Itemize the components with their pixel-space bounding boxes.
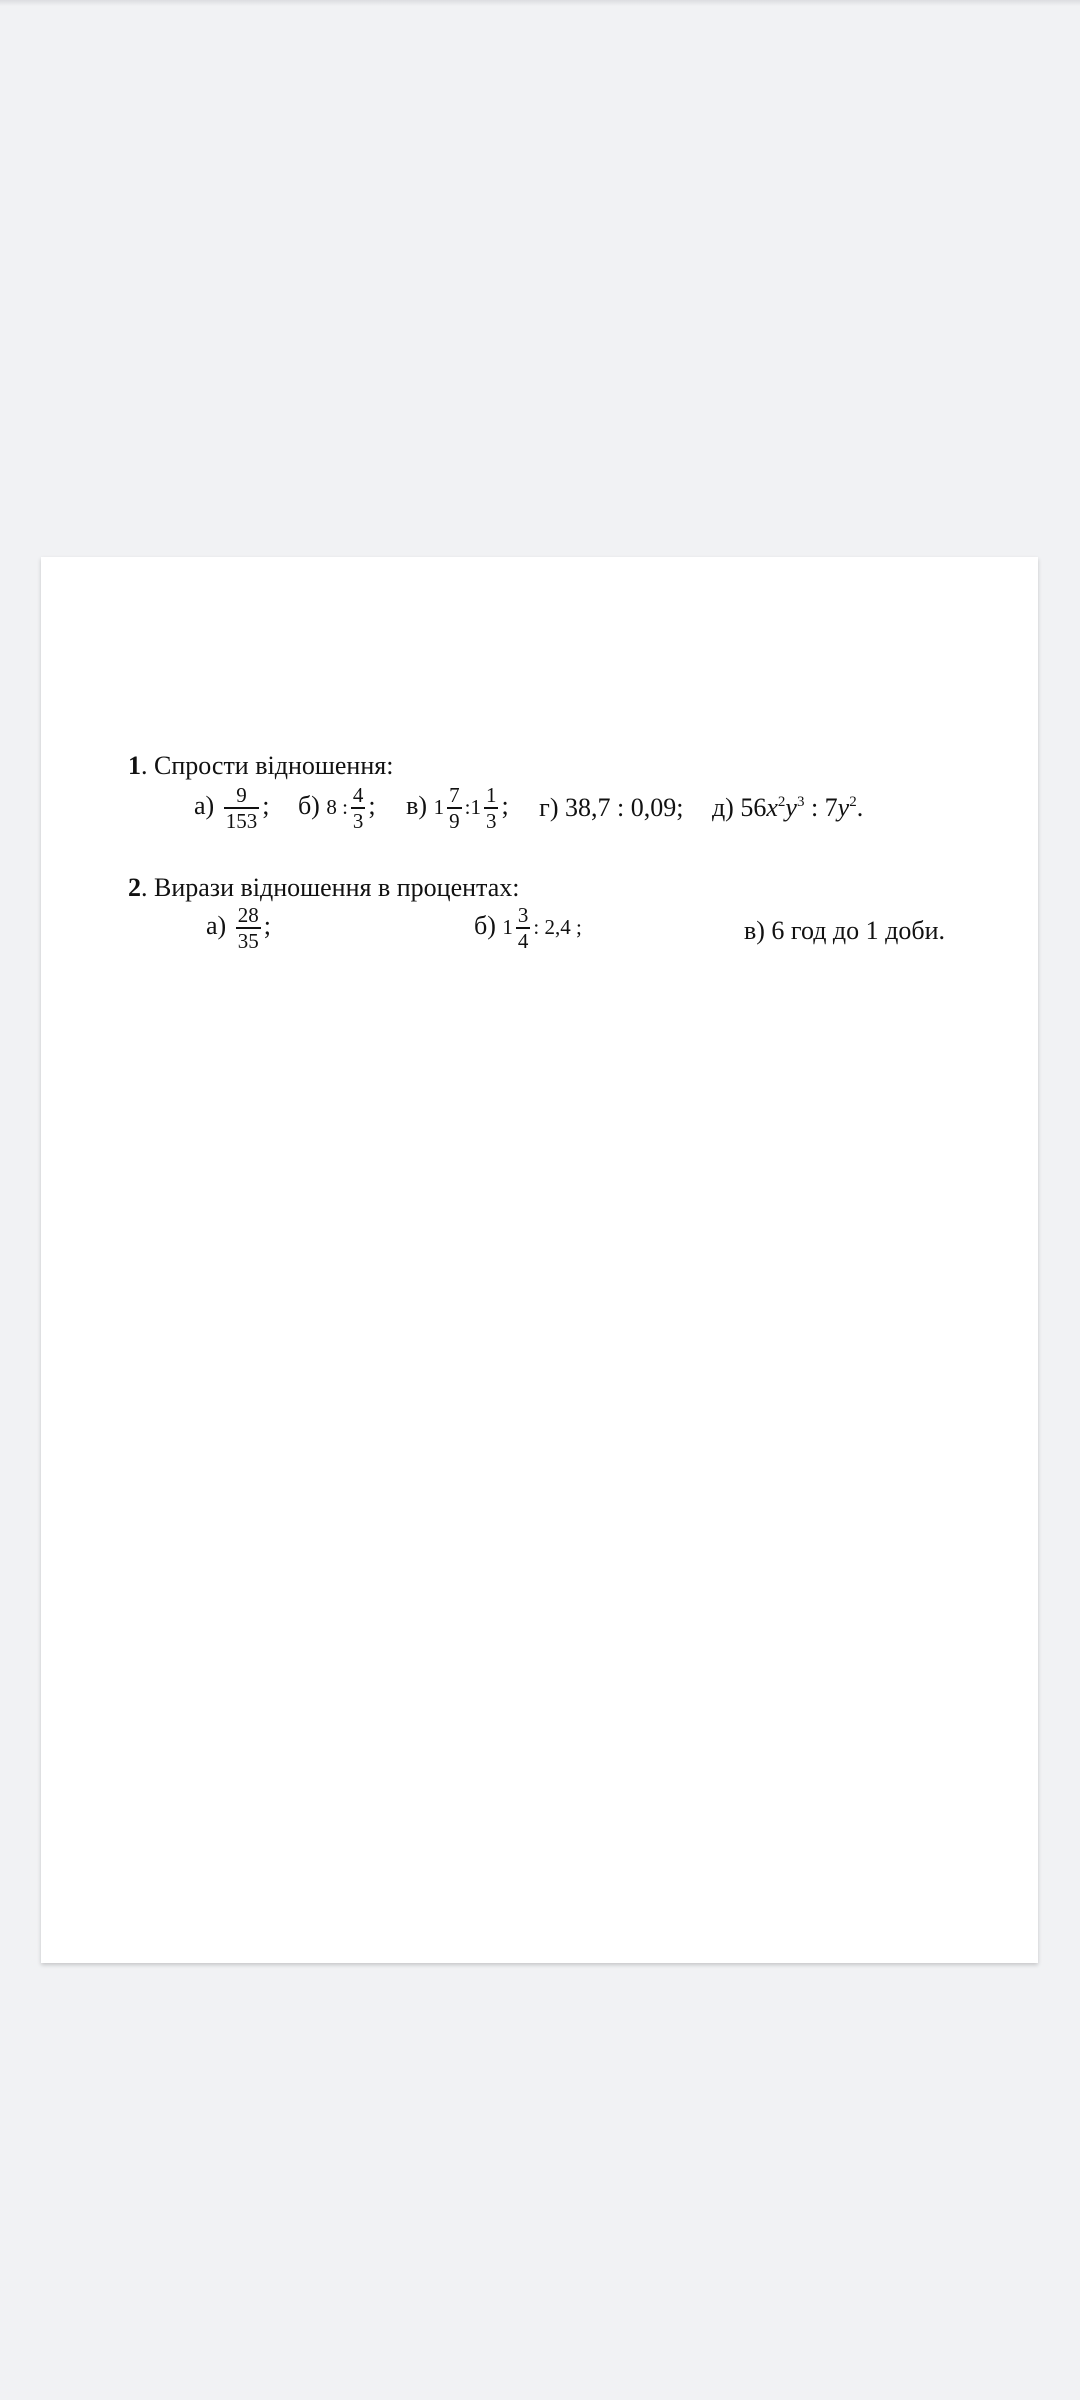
ratio-term: 8 : — [326, 794, 348, 819]
task2-item-c: в) 6 год до 1 доби. — [744, 916, 946, 945]
task1-item-c — [406, 783, 509, 833]
item-label: б) — [297, 790, 320, 820]
fraction — [236, 903, 261, 953]
task1-items — [194, 783, 863, 833]
item-label: г) — [539, 792, 559, 822]
denominator: 9 — [449, 808, 460, 833]
numerator: 3 — [517, 903, 529, 927]
colon: : — [464, 794, 471, 819]
coefficient: 56 — [740, 792, 767, 822]
period: . — [856, 792, 864, 822]
denominator: 35 — [237, 928, 259, 953]
fraction — [351, 783, 366, 833]
whole-part: 1 — [502, 914, 513, 939]
task1-item-a — [194, 783, 269, 833]
task2-title: . Вирази відношення в процентах: — [141, 873, 520, 902]
task1-item-d — [539, 792, 684, 822]
whole-part: 1 — [433, 794, 445, 819]
exponent: 3 — [796, 793, 805, 810]
denominator: 153 — [225, 808, 258, 833]
item-label: а) — [206, 910, 227, 940]
separator: ; — [263, 910, 271, 940]
fraction — [447, 783, 462, 833]
separator: ; — [501, 790, 509, 820]
document-page — [41, 557, 1038, 1963]
item-label: б) — [474, 910, 496, 940]
exponent: 2 — [777, 793, 786, 810]
top-shadow — [0, 0, 1080, 6]
item-label: а) — [194, 790, 215, 820]
numerator: 1 — [485, 783, 497, 807]
task1-item-b — [298, 783, 376, 833]
fraction — [224, 783, 260, 833]
expression-mid: : 7 — [804, 792, 838, 822]
task2-item-a — [206, 903, 271, 953]
numerator: 28 — [237, 903, 259, 927]
denominator: 3 — [352, 808, 364, 833]
variable: y — [785, 792, 797, 822]
task2-item-b — [474, 903, 582, 953]
variable: y — [837, 792, 850, 822]
task1-heading — [128, 753, 393, 779]
item-label: в) — [406, 790, 428, 820]
expression: 38,7 : 0,09; — [565, 792, 684, 822]
numerator: 4 — [352, 783, 364, 807]
task2-number: 2 — [128, 873, 141, 902]
item-wrapper — [206, 903, 271, 953]
fraction — [484, 783, 499, 833]
fraction — [516, 903, 531, 953]
variable: x — [766, 792, 778, 822]
task2-heading — [128, 875, 519, 901]
denominator: 3 — [485, 808, 497, 833]
task1-title: . Спрости відношення: — [141, 751, 394, 780]
numerator: 7 — [449, 783, 460, 807]
task1-item-e — [711, 792, 864, 822]
whole-part: 1 — [470, 794, 481, 819]
task1-number: 1 — [128, 751, 141, 780]
ratio-term: : 2,4 ; — [533, 914, 582, 939]
item-wrapper — [474, 903, 582, 953]
exponent: 2 — [849, 793, 857, 810]
item-label: д) — [711, 792, 734, 822]
numerator: 9 — [236, 783, 247, 807]
denominator: 4 — [517, 928, 529, 953]
separator: ; — [368, 790, 376, 820]
separator: ; — [262, 790, 270, 820]
